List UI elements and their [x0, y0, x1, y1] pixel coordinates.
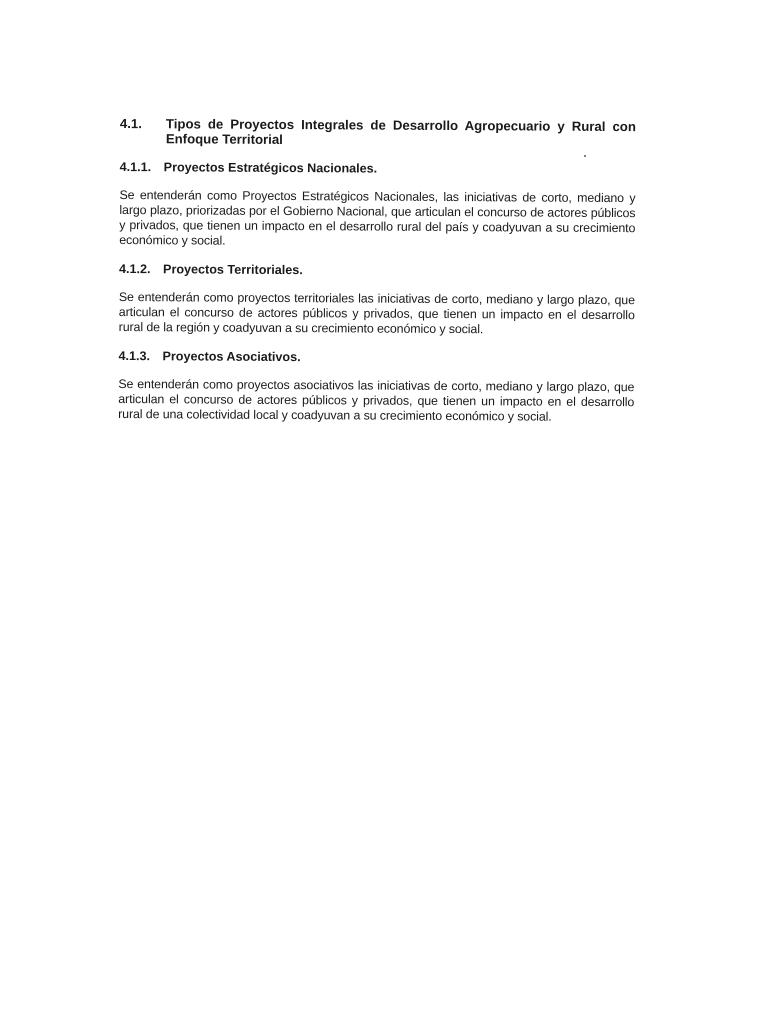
- subsection-number: 4.1.2.: [119, 261, 151, 277]
- subsection-heading: [118, 349, 634, 367]
- subsection-national: [119, 160, 636, 251]
- subsection-number: 4.1.3.: [118, 348, 151, 364]
- section-heading: [120, 116, 636, 149]
- subsection-title: Proyectos Asociativos.: [162, 349, 301, 365]
- subsection-heading: [120, 160, 636, 178]
- subsection-territorial: [119, 262, 635, 338]
- section-title: Tipos de Proyectos Integrales de Desarrollo Agropecuario y Rural con Enfoque Territorial: [165, 116, 636, 147]
- subsection-number: 4.1.1.: [119, 159, 152, 175]
- subsection-body: Se entenderán como proyectos asociativos las iniciativas de corto, mediano y largo plazo, que articulan el concurso de actores públicos y privados, que tienen un impacto en el desarrollo rural de una colectividad local y coadyuvan a su crecimiento económico y social.: [118, 376, 635, 424]
- subsection-body: Se entenderán como proyectos territoriales las iniciativas de corto, mediano y largo plazo, que articulan el concurso de actores públicos y privados, que tienen un impacto en el desarrollo rural de la región y coadyuvan a su crecimiento económico y social.: [118, 289, 635, 337]
- subsection-title: Proyectos Estratégicos Nacionales.: [163, 160, 378, 176]
- subsection-title: Proyectos Territoriales.: [163, 262, 303, 278]
- subsection-body: Se entenderán como Proyectos Estratégicos Nacionales, las iniciativas de corto, mediano y largo plazo, priorizadas por el Gobierno Nacional, que articulan el concurso de actores públicos y privados, que tienen un impacto en el desarrollo rural del país y coadyuvan a su crecimiento económico y social.: [119, 187, 636, 248]
- subsection-heading: [119, 262, 635, 280]
- subsection-associative: [118, 349, 634, 425]
- section-number: 4.1.: [119, 116, 142, 132]
- document-content: [118, 116, 636, 439]
